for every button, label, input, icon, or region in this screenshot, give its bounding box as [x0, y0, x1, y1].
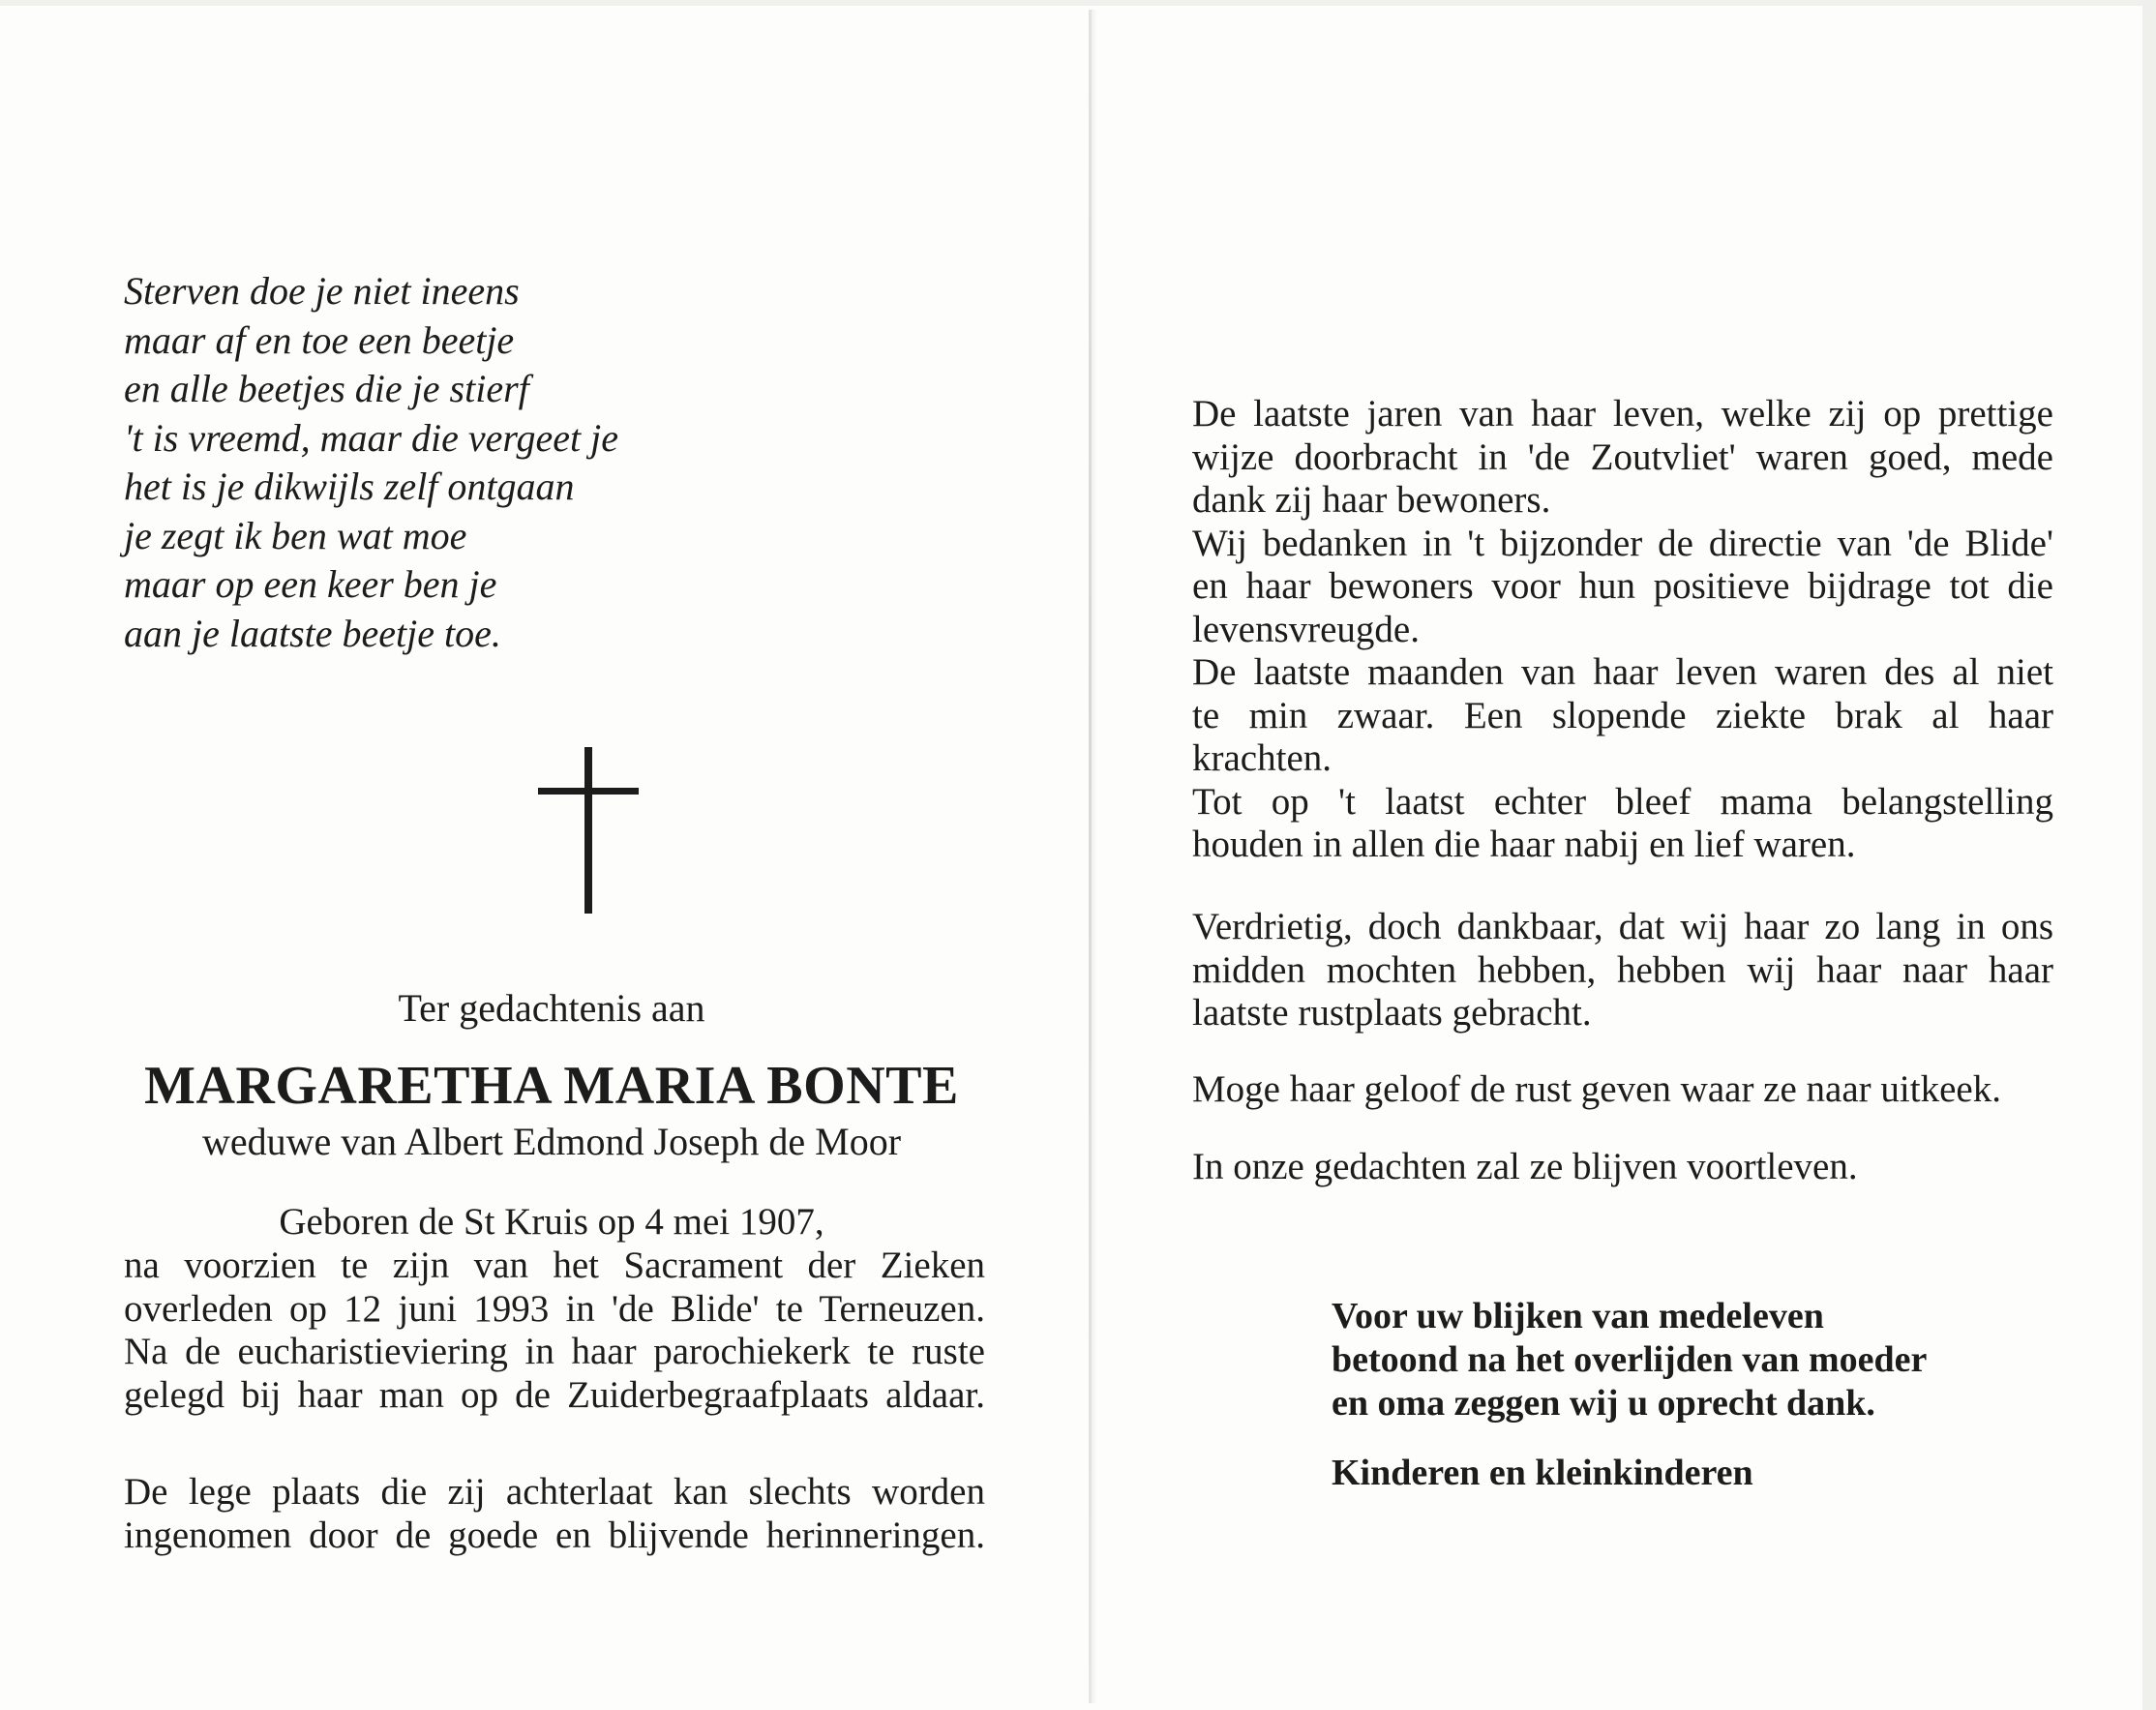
- poem-line: 't is vreemd, maar die vergeet je: [124, 415, 618, 460]
- biography: [124, 1245, 985, 1417]
- poem-line: Sterven doe je niet ineens: [124, 269, 520, 313]
- widow-of: weduwe van Albert Edmond Joseph de Moor: [201, 1120, 902, 1163]
- paragraph-last-years: [1192, 393, 2053, 867]
- text-line: dank zij haar bewoners.: [1192, 479, 1551, 521]
- text-line: midden mochten hebben, hebben wij haar naar haar: [1192, 948, 2053, 991]
- thanks-line: Voor uw blijken van medeleven: [1332, 1296, 1824, 1336]
- poem-line: maar op een keer ben je: [124, 562, 497, 606]
- bio-line: overleden op 12 juni 1993 in 'de Blide' te Terneuzen.: [124, 1287, 985, 1330]
- text-line: Tot op 't laatst echter bleef mama belangstelling: [1192, 780, 2053, 823]
- text-line: In onze gedachten zal ze blijven voortleven.: [1192, 1146, 1858, 1187]
- thanks-line: betoond na het overlijden van moeder: [1332, 1339, 1928, 1380]
- text-line: te min zwaar. Een slopende ziekte brak al haar: [1192, 694, 2053, 736]
- legacy-line: De lege plaats die zij achterlaat kan slechts worden: [124, 1471, 985, 1513]
- text-line: De laatste maanden van haar leven waren des al niet: [1192, 651, 2053, 693]
- text-line: De laatste jaren van haar leven, welke zij op prettige: [1192, 393, 2053, 435]
- poem-line: het is je dikwijls zelf ontgaan: [124, 465, 575, 508]
- paragraph-memory: [1192, 1146, 2053, 1189]
- poem-line: en alle beetjes die je stierf: [124, 367, 529, 410]
- text-line: levensvreugde.: [1192, 608, 1420, 650]
- poem-line: aan je laatste beetje toe.: [124, 611, 501, 655]
- legacy-text: [124, 1471, 985, 1557]
- bio-line: gelegd bij haar man op de Zuiderbegraafplaats aldaar.: [124, 1373, 985, 1416]
- paper-top-edge: [0, 0, 2156, 6]
- latin-cross-icon: [538, 747, 639, 914]
- text-line: Verdrietig, doch dankbaar, dat wij haar zo lang in ons: [1192, 906, 2053, 947]
- text-line: wijze doorbracht in 'de Zoutvliet' waren goed, mede: [1192, 435, 2053, 478]
- signature-family: Kinderen en kleinkinderen: [1332, 1453, 1753, 1493]
- poem-line: maar af en toe een beetje: [124, 317, 515, 362]
- deceased-name: MARGARETHA MARIA BONTE: [144, 1056, 959, 1116]
- text-line: en haar bewoners voor hun positieve bijdrage tot die: [1192, 565, 2053, 607]
- poem: [124, 267, 618, 658]
- cross-horizontal-bar: [538, 788, 639, 795]
- text-line: laatste rustplaats gebracht.: [1192, 992, 1592, 1034]
- birth-line: Geboren de St Kruis op 4 mei 1907,: [279, 1201, 824, 1243]
- legacy-line: ingenomen door de goede en blijvende herinneringen.: [124, 1514, 985, 1556]
- paragraph-faith: [1192, 1068, 2053, 1112]
- text-line: krachten.: [1192, 737, 1333, 779]
- cross-vertical-bar: [584, 747, 592, 914]
- text-line: Wij bedanken in 't bijzonder de directie van 'de Blide': [1192, 522, 2053, 564]
- paragraph-grateful: [1192, 906, 2053, 1035]
- thank-you-note: [1332, 1295, 1927, 1425]
- bio-line: Na de eucharistieviering in haar parochiekerk te ruste: [124, 1331, 985, 1372]
- text-line: Moge haar geloof de rust geven waar ze naar uitkeek.: [1192, 1068, 2001, 1110]
- bio-line: na voorzien te zijn van het Sacrament der Zieken: [124, 1245, 985, 1286]
- fold-shadow: [1092, 10, 1097, 1703]
- paper-right-edge: [2142, 0, 2156, 1710]
- thanks-line: en oma zeggen wij u oprecht dank.: [1332, 1383, 1875, 1424]
- poem-line: je zegt ik ben wat moe: [124, 513, 467, 557]
- memorial-intro: Ter gedachtenis aan: [398, 986, 705, 1030]
- text-line: houden in allen die haar nabij en lief waren.: [1192, 824, 1856, 865]
